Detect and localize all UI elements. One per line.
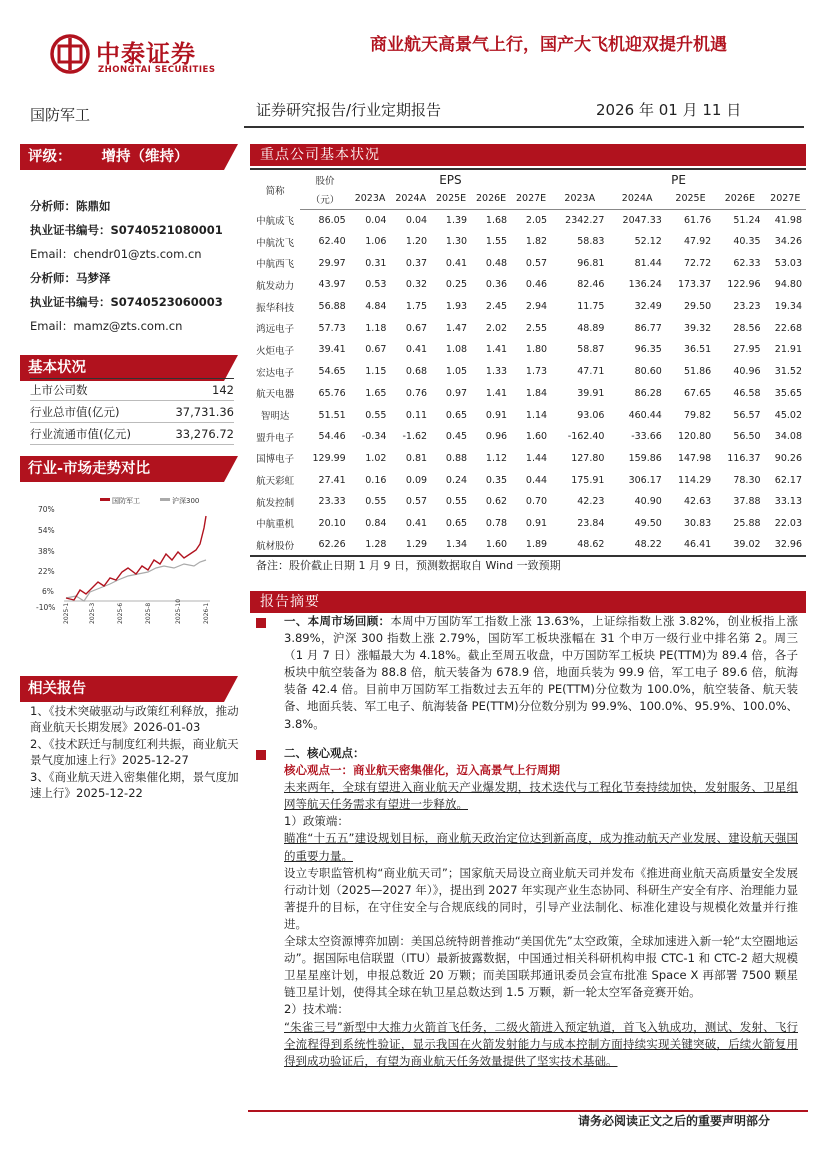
cell-pe: 41.98 bbox=[774, 214, 802, 226]
brand-name-en: ZHONGTAI SECURITIES bbox=[98, 65, 216, 75]
analyst-2-email[interactable]: Email：mamz@zts.com.cn bbox=[30, 319, 183, 333]
cell-pe: 42.63 bbox=[683, 496, 712, 508]
cell-pe: 35.65 bbox=[774, 387, 802, 399]
basics-value: 37,731.36 bbox=[159, 401, 234, 423]
col-eps: EPS bbox=[350, 169, 551, 189]
cell-pe: 62.33 bbox=[733, 257, 761, 269]
summary-section-title: 报告摘要 bbox=[250, 591, 806, 613]
y-tick: 38% bbox=[38, 547, 55, 556]
cell-price: 51.51 bbox=[318, 409, 346, 421]
cell-eps: 0.46 bbox=[525, 279, 548, 291]
cell-pe: 175.91 bbox=[571, 474, 605, 486]
policy-paragraph-2: 设立专职监管机构“商业航天司”；国家航天局设立商业航天司并发布《推进商业航天高质量安全发展行动计划（2025—2027 年）》，提出到 2027 年实现产业生态协同、科研生产安全有序、治理能力显著提升的目标，在守住安全与合规底线的同时，引导产业法制化、标准化建设与规模化效量并行推进。 bbox=[284, 865, 798, 931]
cell-eps: 0.09 bbox=[405, 474, 428, 486]
cell-eps: 1.14 bbox=[525, 409, 548, 421]
cell-pe: 48.62 bbox=[551, 534, 608, 556]
col-name: 简称 bbox=[250, 169, 300, 209]
cell-eps: 1.12 bbox=[485, 452, 508, 464]
x-tick: 2025-6 bbox=[117, 602, 124, 624]
cell-eps: 0.81 bbox=[405, 452, 428, 464]
related-report-item[interactable]: 1、《技术突破驱动与政策红利释放，推动商业航天长期发展》2026-01-03 bbox=[30, 704, 239, 734]
cell-eps: 0.35 bbox=[485, 474, 508, 486]
cell-pe: 86.77 bbox=[634, 322, 662, 334]
cell-pe: 39.91 bbox=[577, 387, 605, 399]
cell-price: 56.88 bbox=[318, 301, 346, 313]
report-date: 2026 年 01 月 11 日 bbox=[596, 101, 742, 119]
basics-label: 行业总市值(亿元) bbox=[30, 401, 159, 423]
cell-pe: 34.08 bbox=[774, 431, 802, 443]
table-row bbox=[250, 339, 806, 361]
brand-name: 中泰证券 bbox=[96, 40, 196, 68]
cell-pe: 58.83 bbox=[577, 236, 605, 248]
cell-eps: 1.60 bbox=[471, 534, 511, 556]
market-review-body: 本周中万国防军工指数上涨 13.63%，上证综指数上涨 3.82%，创业板指上涨 3.89%，沪深 300 指数上涨 2.79%，国防军工板块涨幅在 31 个申万一级行业中排名第 2。周三（1 月 7 日）涨幅最大为 4.18%。截止至周五收盘，中万国防军工板块 PE(TTM)为 89.4 倍，各子板块中航空装备为 88.8 倍，航天装备为 678.9 倍，地面兵装为 99.9 倍，军工电子 89.6 倍，航海装备 42.4 倍。目前申万国防军工指数过去五年的 PE(TTM)分位数为 100.0%，航空装备、航天装备、地面兵装、军工电子、航海装备 PE(TTM)分位数分别为 99.9%、100.0%、95.9%、100.0%、3.8%。 bbox=[284, 614, 799, 731]
cell-name: 中航成飞 bbox=[256, 215, 295, 227]
cell-pe: 46.41 bbox=[666, 534, 715, 556]
x-tick: 2025-1 bbox=[63, 602, 70, 624]
cell-pe: 159.86 bbox=[628, 452, 662, 464]
cell-eps: 1.02 bbox=[365, 452, 387, 464]
x-tick: 2025-8 bbox=[145, 602, 152, 624]
cell-pe: 21.91 bbox=[774, 344, 802, 356]
cell-eps: 1.80 bbox=[525, 344, 548, 356]
col-pe: PE bbox=[551, 169, 806, 189]
cell-price: 57.73 bbox=[318, 322, 346, 334]
rating-value: 增持（维持） bbox=[101, 149, 189, 165]
cell-eps: 0.41 bbox=[405, 344, 428, 356]
legend-hs300: 沪深300 bbox=[172, 497, 200, 505]
policy-paragraph-1: 瞄准“十五五”建设规划目标，商业航天政治定位达到新高度，成为推动航天产业发展、建设航天强国的重要力量。 bbox=[284, 831, 798, 863]
cell-eps: 0.25 bbox=[445, 279, 468, 291]
cell-pe: 136.24 bbox=[628, 279, 662, 291]
cell-pe: 72.72 bbox=[683, 257, 712, 269]
cell-price: 86.05 bbox=[318, 214, 346, 226]
related-report-item[interactable]: 2、《技术跃迁与制度红利共振，商业航天景气度加速上行》2025-12-27 bbox=[30, 737, 239, 767]
col-year: 2026E bbox=[471, 189, 511, 209]
cell-eps: 0.41 bbox=[405, 517, 428, 529]
cell-eps: 0.70 bbox=[525, 496, 548, 508]
cell-pe: 36.51 bbox=[683, 344, 712, 356]
y-tick: 6% bbox=[42, 587, 54, 596]
cell-eps: 0.04 bbox=[405, 214, 428, 226]
legend-defense: 国防军工 bbox=[112, 497, 140, 505]
cell-name: 航天电器 bbox=[256, 389, 295, 401]
cell-pe: 19.34 bbox=[774, 301, 802, 313]
cell-eps: 1.84 bbox=[525, 387, 548, 399]
table-row bbox=[250, 317, 806, 339]
cell-pe: 11.75 bbox=[577, 301, 605, 313]
table-row bbox=[250, 231, 806, 253]
core-view-1: 核心观点一：商业航天密集催化，迈入高景气上行周期 bbox=[284, 763, 560, 778]
cell-eps: 0.96 bbox=[485, 431, 508, 443]
analyst-2-name: 分析师：马梦泽 bbox=[30, 271, 111, 285]
cell-eps: 1.82 bbox=[525, 236, 548, 248]
report-headline: 商业航天高景气上行，国产大飞机迎双提升机遇 bbox=[370, 35, 727, 55]
core-view-1-intro: 未来两年，全球有望进入商业航天产业爆发期，技术迭代与工程化节奏持续加快，发射服务、卫星组网等航天任务需求有望进一步释放。 bbox=[284, 780, 798, 812]
cell-eps: 0.04 bbox=[365, 214, 387, 226]
col-year: 2025E bbox=[666, 189, 715, 209]
table-row bbox=[250, 469, 806, 491]
cell-name: 宏达电子 bbox=[256, 367, 295, 379]
cell-eps: 1.20 bbox=[405, 236, 428, 248]
cell-name: 航发动力 bbox=[256, 280, 295, 292]
cell-eps: 1.29 bbox=[390, 534, 431, 556]
x-tick: 2025-10 bbox=[175, 598, 182, 624]
basics-row bbox=[30, 379, 234, 401]
table-note: 备注：股价截止日期 1 月 9 日，预测数据取自 Wind 一致预期 bbox=[256, 559, 561, 572]
cell-eps: 0.11 bbox=[405, 409, 428, 421]
col-year: 2023A bbox=[551, 189, 608, 209]
cell-eps: 0.65 bbox=[445, 409, 468, 421]
cell-pe: 28.56 bbox=[733, 322, 761, 334]
market-review bbox=[284, 613, 798, 733]
cell-pe: 39.02 bbox=[715, 534, 764, 556]
analyst-2-cert: 执业证书编号：S0740523060003 bbox=[30, 295, 223, 309]
header-divider bbox=[244, 126, 804, 128]
cell-eps: 0.32 bbox=[405, 279, 428, 291]
col-year: 2026E bbox=[715, 189, 764, 209]
cell-name: 国博电子 bbox=[256, 454, 295, 466]
table-row bbox=[250, 296, 806, 318]
cell-name: 鸿远电子 bbox=[256, 324, 295, 336]
cell-eps: 0.76 bbox=[405, 387, 428, 399]
cell-eps: 2.05 bbox=[525, 214, 548, 226]
cell-pe: 96.81 bbox=[577, 257, 605, 269]
analyst-1-name: 分析师：陈鼎如 bbox=[30, 199, 111, 213]
cell-eps: 1.41 bbox=[485, 344, 508, 356]
cell-eps: 1.28 bbox=[350, 534, 391, 556]
cell-pe: 48.89 bbox=[577, 322, 605, 334]
cell-eps: 1.05 bbox=[445, 366, 468, 378]
cell-price: 62.26 bbox=[300, 534, 349, 556]
cell-pe: 82.46 bbox=[577, 279, 605, 291]
rating-label: 评级： bbox=[28, 149, 72, 165]
cell-pe: 114.29 bbox=[677, 474, 712, 486]
cell-pe: 23.23 bbox=[733, 301, 761, 313]
cell-name: 盟升电子 bbox=[256, 432, 295, 444]
cell-pe: 90.26 bbox=[774, 452, 802, 464]
cell-eps: 0.67 bbox=[365, 344, 387, 356]
table-row bbox=[250, 274, 806, 296]
cell-price: 39.41 bbox=[318, 344, 346, 356]
basics-row bbox=[30, 401, 234, 423]
cell-eps: -0.34 bbox=[361, 431, 387, 443]
cell-eps: 2.02 bbox=[485, 322, 508, 334]
cell-eps: 4.84 bbox=[365, 301, 387, 313]
cell-pe: 42.23 bbox=[577, 496, 605, 508]
cell-pe: 116.37 bbox=[727, 452, 761, 464]
cell-eps: 0.65 bbox=[445, 517, 468, 529]
cell-name: 中航重机 bbox=[256, 519, 295, 531]
tech-paragraph-1: “朱雀三号”新型中大推力火箭首飞任务，二级火箭进入预定轨道，首飞入轨成功，测试、发射、飞行全流程得到系统性验证，显示我国在火箭发射能力与成本控制方面持续实现关键突破，后续火箭复用得到成功验证后，有望为商业航天任务效量提供了坚实技术基础。 bbox=[284, 1019, 798, 1068]
cell-pe: 39.32 bbox=[683, 322, 712, 334]
cell-pe: 32.96 bbox=[765, 534, 806, 556]
cell-pe: 2342.27 bbox=[565, 214, 605, 226]
cell-pe: 94.80 bbox=[774, 279, 802, 291]
sector-label: 国防军工 bbox=[30, 106, 91, 124]
cell-eps: 1.93 bbox=[445, 301, 468, 313]
tech-subhead: 2）技术端： bbox=[284, 1002, 349, 1017]
cell-pe: 120.80 bbox=[677, 431, 712, 443]
core-views bbox=[284, 745, 798, 1070]
cell-pe: 31.52 bbox=[774, 366, 802, 378]
hs300-line bbox=[66, 560, 206, 601]
cell-pe: 127.80 bbox=[571, 452, 605, 464]
cell-pe: 51.24 bbox=[733, 214, 761, 226]
cell-pe: 79.82 bbox=[683, 409, 712, 421]
cell-price: 29.97 bbox=[318, 257, 346, 269]
cell-pe: 56.50 bbox=[733, 431, 761, 443]
cell-eps: 1.75 bbox=[405, 301, 428, 313]
cell-price: 129.99 bbox=[312, 452, 346, 464]
cell-pe: 32.49 bbox=[634, 301, 662, 313]
cell-eps: 1.44 bbox=[525, 452, 548, 464]
table-row bbox=[250, 361, 806, 383]
cell-eps: 0.62 bbox=[485, 496, 508, 508]
cell-eps: 0.97 bbox=[445, 387, 468, 399]
basics-value: 142 bbox=[159, 379, 234, 401]
basics-table bbox=[30, 378, 234, 445]
analyst-1-email[interactable]: Email：chendr01@zts.com.cn bbox=[30, 247, 202, 261]
report-type: 证券研究报告/行业定期报告 bbox=[256, 101, 442, 119]
cell-pe: 81.44 bbox=[634, 257, 662, 269]
cell-pe: 47.92 bbox=[683, 236, 712, 248]
cell-pe: 147.98 bbox=[677, 452, 712, 464]
cell-eps: 0.68 bbox=[405, 366, 428, 378]
cell-eps: 1.08 bbox=[445, 344, 468, 356]
cell-pe: 122.96 bbox=[727, 279, 761, 291]
cell-pe: 25.88 bbox=[733, 517, 761, 529]
cell-eps: 1.06 bbox=[365, 236, 387, 248]
col-price: 股价 bbox=[300, 169, 349, 189]
policy-subhead: 1）政策端： bbox=[284, 814, 349, 829]
cell-eps: 0.55 bbox=[445, 496, 468, 508]
y-tick: 22% bbox=[38, 567, 55, 576]
cell-eps: 1.33 bbox=[485, 366, 508, 378]
cell-eps: 2.94 bbox=[525, 301, 548, 313]
cell-eps: 0.67 bbox=[405, 322, 428, 334]
cell-eps: 0.78 bbox=[485, 517, 508, 529]
cell-pe: 30.83 bbox=[683, 517, 712, 529]
cell-pe: 2047.33 bbox=[622, 214, 662, 226]
trend-chart bbox=[28, 488, 240, 628]
cell-pe: 29.50 bbox=[683, 301, 712, 313]
cell-price: 23.33 bbox=[318, 496, 346, 508]
cell-eps: 0.91 bbox=[485, 409, 508, 421]
cell-name: 中航西飞 bbox=[256, 259, 295, 271]
cell-eps: 1.39 bbox=[445, 214, 468, 226]
cell-price: 62.40 bbox=[318, 236, 346, 248]
cell-eps: 0.55 bbox=[365, 409, 387, 421]
analyst-1-cert: 执业证书编号：S0740521080001 bbox=[30, 223, 223, 237]
cell-name: 火炬电子 bbox=[256, 345, 295, 357]
basics-label: 行业流通市值(亿元) bbox=[30, 423, 159, 445]
cell-pe: 22.68 bbox=[774, 322, 802, 334]
cell-pe: 48.22 bbox=[608, 534, 665, 556]
cell-eps: 2.55 bbox=[525, 322, 548, 334]
cell-pe: 96.35 bbox=[634, 344, 662, 356]
trend-section-title: 行业-市场走势对比 bbox=[20, 456, 238, 482]
col-year: 2027E bbox=[765, 189, 806, 209]
cell-eps: 1.60 bbox=[525, 431, 548, 443]
table-row bbox=[250, 534, 806, 556]
related-report-item[interactable]: 3、《商业航天进入密集催化期，景气度加速上行》2025-12-22 bbox=[30, 770, 239, 800]
cell-eps: 0.16 bbox=[365, 474, 387, 486]
cell-name: 航材股份 bbox=[250, 534, 300, 556]
table-row bbox=[250, 448, 806, 470]
zhongtai-logo-icon bbox=[50, 34, 90, 74]
cell-eps: 1.30 bbox=[445, 236, 468, 248]
cell-name: 振华科技 bbox=[256, 302, 295, 314]
col-year: 2023A bbox=[350, 189, 391, 209]
cell-pe: 61.76 bbox=[683, 214, 712, 226]
cell-pe: 460.44 bbox=[628, 409, 662, 421]
cell-pe: 23.84 bbox=[577, 517, 605, 529]
cell-eps: 0.53 bbox=[365, 279, 387, 291]
col-year: 2024A bbox=[390, 189, 431, 209]
y-tick: 54% bbox=[38, 526, 55, 535]
policy-paragraph-3: 全球太空资源博弈加剧：美国总统特朗普推动“美国优先”太空政策，全球加速进入新一轮“太空圈地运动”。据国际电信联盟（ITU）最新披露数据，中国通过相关科研机构申报 CTC-1 和 CTC-2 超大规模卫星星座计划，申报总数近 20 万颗；而美国联邦通讯委员会宣布批准 Space X 再部署 7500 颗星链卫星计划，使得其全球在轨卫星总数达到 1.5 万颗，新一轮太空军备竞赛开始。 bbox=[284, 934, 798, 1000]
table-row bbox=[250, 383, 806, 405]
defense-line bbox=[66, 516, 206, 600]
cell-eps: 1.15 bbox=[365, 366, 387, 378]
company-logo bbox=[50, 32, 225, 78]
cell-pe: 58.87 bbox=[577, 344, 605, 356]
cell-price: 54.46 bbox=[318, 431, 346, 443]
cell-pe: 173.37 bbox=[677, 279, 712, 291]
table-row bbox=[250, 426, 806, 448]
cell-pe: 47.71 bbox=[577, 366, 605, 378]
cell-eps: 0.41 bbox=[445, 257, 468, 269]
cell-pe: 40.96 bbox=[733, 366, 761, 378]
cell-pe: 37.88 bbox=[733, 496, 761, 508]
cell-pe: 27.95 bbox=[733, 344, 761, 356]
cell-eps: 0.44 bbox=[525, 474, 548, 486]
basics-row bbox=[30, 423, 234, 445]
market-review-head: 一、本周市场回顾： bbox=[284, 614, 391, 628]
cell-pe: 93.06 bbox=[577, 409, 605, 421]
cell-eps: 0.57 bbox=[525, 257, 548, 269]
cell-pe: -162.40 bbox=[567, 431, 605, 443]
table-row bbox=[250, 404, 806, 426]
cell-pe: 56.57 bbox=[733, 409, 761, 421]
cell-eps: 0.37 bbox=[405, 257, 428, 269]
cell-eps: 0.57 bbox=[405, 496, 428, 508]
related-section-title: 相关报告 bbox=[20, 676, 238, 702]
cell-pe: 53.03 bbox=[774, 257, 802, 269]
cell-pe: 67.65 bbox=[683, 387, 712, 399]
cell-pe: 86.28 bbox=[634, 387, 662, 399]
cell-pe: 49.50 bbox=[634, 517, 662, 529]
rating-bar bbox=[20, 144, 238, 170]
cell-pe: 306.17 bbox=[628, 474, 662, 486]
cell-eps: 1.18 bbox=[365, 322, 387, 334]
cell-eps: 1.73 bbox=[525, 366, 548, 378]
cell-eps: 0.88 bbox=[445, 452, 468, 464]
x-tick: 2025-3 bbox=[89, 602, 96, 624]
cell-name: 智明达 bbox=[260, 411, 290, 423]
cell-eps: 0.24 bbox=[445, 474, 468, 486]
cell-eps: 1.55 bbox=[485, 236, 508, 248]
col-year: 2027E bbox=[511, 189, 551, 209]
cell-eps: 1.34 bbox=[431, 534, 471, 556]
cell-price: 65.76 bbox=[318, 387, 346, 399]
company-section-title: 重点公司基本状况 bbox=[250, 144, 806, 166]
cell-eps: 1.89 bbox=[511, 534, 551, 556]
table-row bbox=[250, 209, 806, 231]
basics-value: 33,276.72 bbox=[159, 423, 234, 445]
table-row bbox=[250, 252, 806, 274]
table-row bbox=[250, 513, 806, 535]
col-year: 2025E bbox=[431, 189, 471, 209]
cell-pe: 40.35 bbox=[733, 236, 761, 248]
cell-eps: -1.62 bbox=[402, 431, 428, 443]
cell-pe: 22.03 bbox=[774, 517, 802, 529]
cell-eps: 2.45 bbox=[485, 301, 508, 313]
cell-price: 43.97 bbox=[318, 279, 346, 291]
cell-eps: 0.31 bbox=[365, 257, 387, 269]
cell-eps: 1.65 bbox=[365, 387, 387, 399]
cell-pe: 62.17 bbox=[774, 474, 802, 486]
related-reports-list bbox=[30, 703, 240, 802]
cell-name: 中航沈飞 bbox=[256, 237, 295, 249]
cell-name: 航发控制 bbox=[256, 497, 295, 509]
cell-price: 54.65 bbox=[318, 366, 346, 378]
cell-pe: 45.02 bbox=[774, 409, 802, 421]
y-tick: 70% bbox=[38, 505, 55, 514]
cell-price: 27.41 bbox=[318, 474, 346, 486]
cell-eps: 1.41 bbox=[485, 387, 508, 399]
cell-price: 20.10 bbox=[318, 517, 346, 529]
x-tick: 2026-1 bbox=[203, 602, 210, 624]
cell-eps: 0.91 bbox=[525, 517, 548, 529]
cell-pe: 78.30 bbox=[733, 474, 761, 486]
cell-eps: 0.55 bbox=[365, 496, 387, 508]
cell-pe: 51.86 bbox=[683, 366, 712, 378]
cell-pe: 80.60 bbox=[634, 366, 662, 378]
cell-pe: 33.13 bbox=[774, 496, 802, 508]
cell-pe: -33.66 bbox=[631, 431, 662, 443]
cell-eps: 0.84 bbox=[365, 517, 387, 529]
col-price-unit: （元） bbox=[300, 189, 349, 209]
cell-pe: 46.58 bbox=[733, 387, 761, 399]
cell-name: 航天彩虹 bbox=[256, 476, 295, 488]
cell-pe: 52.12 bbox=[634, 236, 662, 248]
basics-section-title: 基本状况 bbox=[20, 355, 238, 381]
cell-pe: 40.90 bbox=[634, 496, 662, 508]
core-views-head: 二、核心观点： bbox=[284, 746, 365, 760]
cell-eps: 0.48 bbox=[485, 257, 508, 269]
table-row bbox=[250, 491, 806, 513]
cell-eps: 0.36 bbox=[485, 279, 508, 291]
company-table bbox=[250, 168, 806, 557]
footer-disclaimer: 请务必阅读正文之后的重要声明部分 bbox=[577, 1114, 770, 1128]
cell-eps: 1.47 bbox=[445, 322, 468, 334]
y-tick: -10% bbox=[36, 603, 56, 612]
cell-pe: 34.26 bbox=[774, 236, 802, 248]
basics-label: 上市公司数 bbox=[30, 379, 159, 401]
col-year: 2024A bbox=[608, 189, 665, 209]
cell-eps: 1.68 bbox=[485, 214, 508, 226]
cell-eps: 0.45 bbox=[445, 431, 468, 443]
